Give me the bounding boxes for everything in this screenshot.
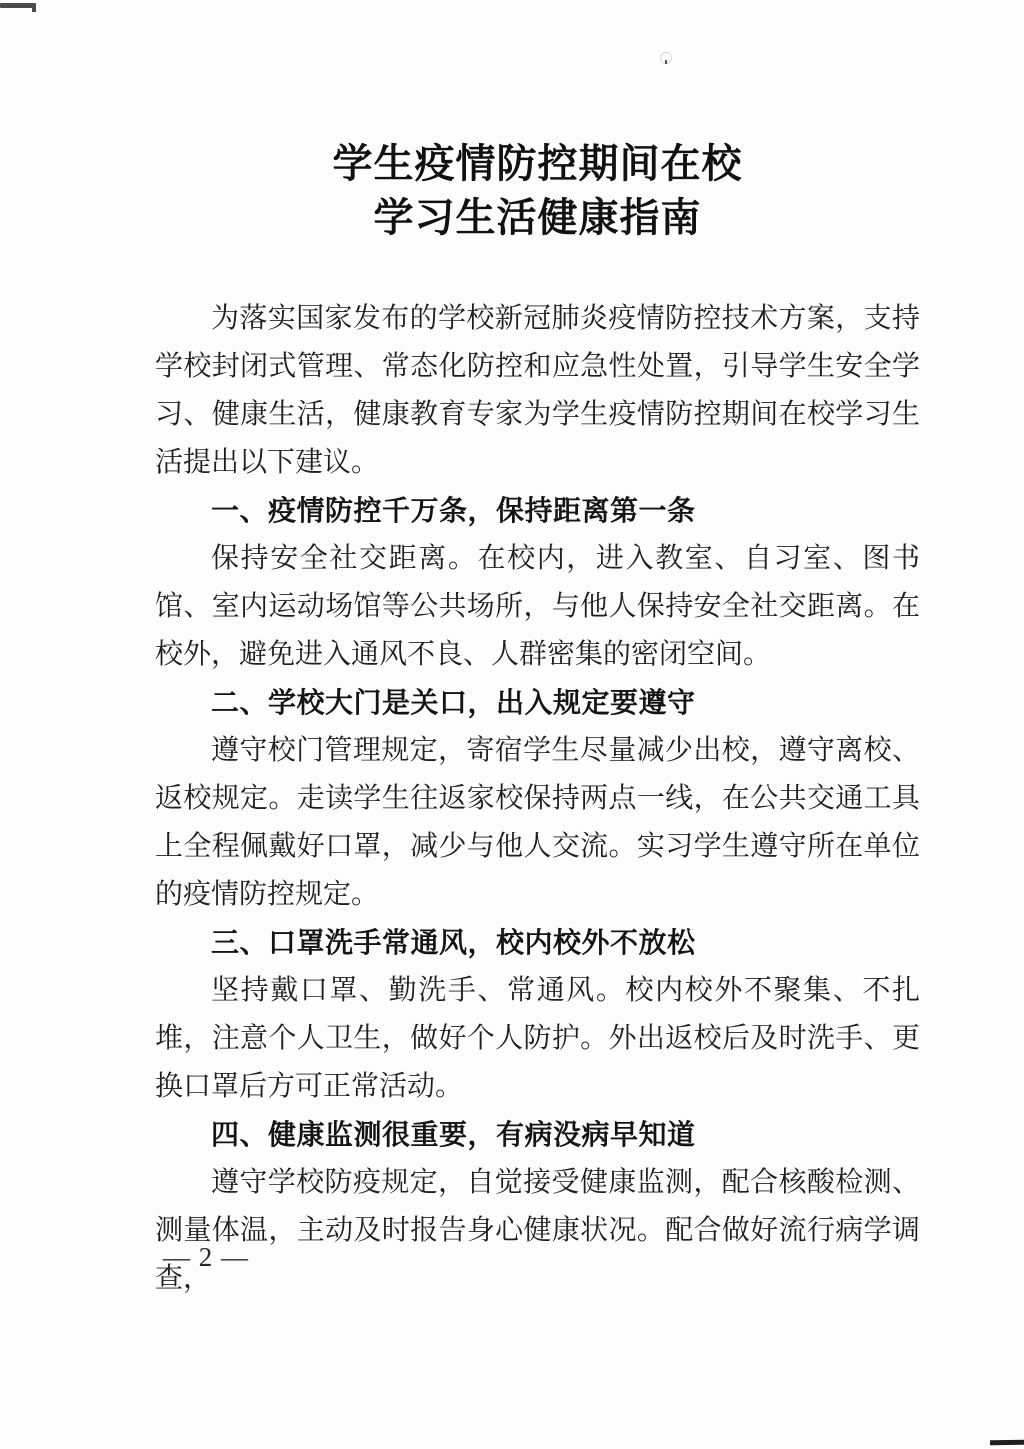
intro-paragraph: 为落实国家发布的学校新冠肺炎疫情防控技术方案，支持学校封闭式管理、常态化防控和应急性处置，引导学生安全学习、健康生活，健康教育专家为学生疫情防控期间在校学习生活提出以下建议。 (155, 303, 920, 478)
document-title-line1: 学生疫情防控期间在校 (332, 141, 743, 186)
section-heading-4: 四、健康监测很重要，有病没病早知道 (211, 1119, 696, 1150)
section-body-2: 遵守校门管理规定，寄宿学生尽量减少出校，遵守离校、返校规定。走读学生往返家校保持两点一线，在公共交通工具上全程佩戴好口罩，减少与他人交流。实习学生遵守所在单位的疫情防控规定。 (155, 735, 920, 910)
scan-artifact-bottom-right (990, 1440, 1024, 1446)
section-body-4: 遵守学校防疫规定，自觉接受健康监测，配合核酸检测、测量体温，主动及时报告身心健康状况。配合做好流行病学调查， (155, 1167, 920, 1294)
section-heading-2: 二、学校大门是关口，出入规定要遵守 (211, 687, 696, 718)
scan-artifact-speck (660, 52, 672, 64)
document-title (155, 137, 920, 245)
section-body-1: 保持安全社交距离。在校内，进入教室、自习室、图书馆、室内运动场馆等公共场所，与他人保持安全社交距离。在校外，避免进入通风不良、人群密集的密闭空间。 (155, 543, 920, 670)
document-content (155, 137, 920, 1303)
scan-artifact-top-left (0, 3, 36, 8)
section-heading-1: 一、疫情防控千万条，保持距离第一条 (211, 495, 696, 526)
document-body (155, 295, 920, 1303)
section-body-3: 坚持戴口罩、勤洗手、常通风。校内校外不聚集、不扎堆，注意个人卫生，做好个人防护。外出返校后及时洗手、更换口罩后方可正常活动。 (155, 975, 920, 1102)
document-title-line2: 学习生活健康指南 (373, 195, 702, 240)
page-number: — 2 — (163, 1242, 249, 1272)
section-heading-3: 三、口罩洗手常通风，校内校外不放松 (211, 927, 696, 958)
